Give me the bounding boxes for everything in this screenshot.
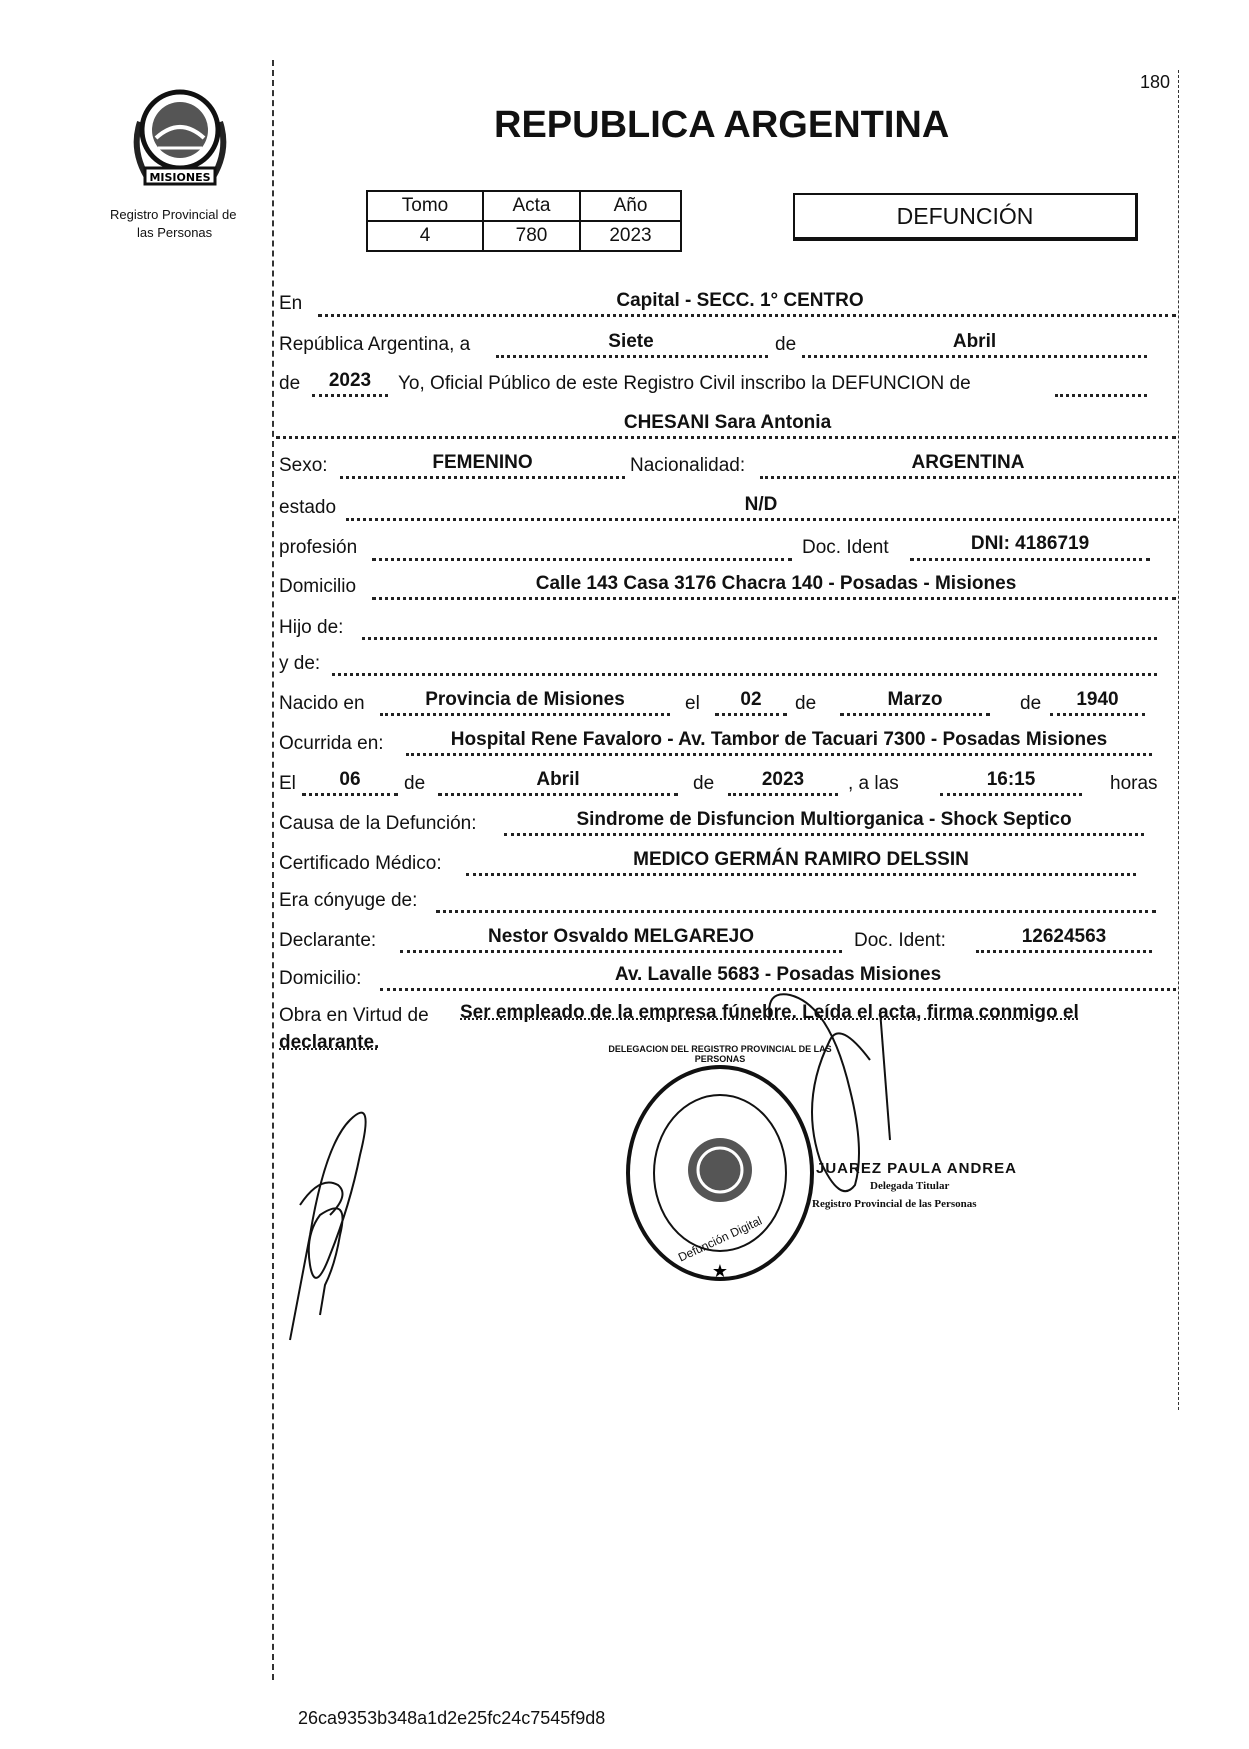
- col-tomo-header: Tomo: [367, 191, 483, 221]
- dots-nac-dia: [715, 713, 787, 716]
- stamp-ring-text: DELEGACION DEL REGISTRO PROVINCIAL DE LAS PERSONAS: [608, 1044, 832, 1064]
- label-estado: estado: [279, 497, 337, 518]
- causa-value: Sindrome de Disfuncion Multiorganica - Shock Septico: [576, 809, 1072, 830]
- label-horas: horas: [1110, 773, 1158, 794]
- label-causa: Causa de la Defunción:: [279, 813, 477, 834]
- dots-profesion: [372, 558, 792, 561]
- label-de-5: de: [404, 773, 426, 794]
- domicilio-value: Calle 143 Casa 3176 Chacra 140 - Posadas - Misiones: [535, 573, 1017, 594]
- def-dia-value: 06: [339, 769, 361, 790]
- label-domicilio-2: Domicilio:: [279, 968, 362, 989]
- anio-acta-value: 2023: [328, 370, 372, 391]
- right-margin-line: [1178, 70, 1179, 1410]
- label-declarante: Declarante:: [279, 930, 377, 951]
- declarante-domicilio-value: Av. Lavalle 5683 - Posadas Misiones: [614, 964, 942, 985]
- nacido-en-value: Provincia de Misiones: [425, 689, 625, 710]
- ocurrida-value: Hospital Rene Favaloro - Av. Tambor de Tacuari 7300 - Posadas Misiones: [450, 729, 1108, 750]
- label-el: el: [685, 693, 700, 714]
- label-yo: Yo, Oficial Público de este Registro Civil inscribo la DEFUNCION de: [398, 373, 971, 394]
- col-anio-header: Año: [580, 191, 681, 221]
- document-hash: 26ca9353b348a1d2e25fc24c7545f9d8: [298, 1708, 606, 1728]
- label-hijo-de: Hijo de:: [279, 617, 344, 638]
- estado-value: N/D: [744, 494, 778, 515]
- dots-def-dia: [302, 793, 398, 796]
- label-nacido-en: Nacido en: [279, 693, 365, 714]
- label-de-4: de: [1020, 693, 1042, 714]
- declarant-signature: [280, 1085, 390, 1345]
- registry-name-line1: Registro Provincial de: [110, 207, 237, 222]
- dots-nombre: [276, 436, 1176, 439]
- dots-certificado: [466, 873, 1136, 876]
- label-certificado: Certificado Médico:: [279, 853, 442, 874]
- label-de-3: de: [795, 693, 817, 714]
- def-anio-value: 2023: [761, 769, 805, 790]
- label-en: En: [279, 293, 303, 314]
- label-de-6: de: [693, 773, 715, 794]
- dots-mes: [802, 355, 1147, 358]
- dots-nac-anio: [1050, 713, 1145, 716]
- dia-texto-value: Siete: [608, 331, 654, 352]
- label-nacionalidad: Nacionalidad:: [630, 455, 746, 476]
- label-de-2: de: [279, 373, 301, 394]
- label-republica: República Argentina, a: [279, 334, 471, 355]
- label-a-las: , a las: [848, 773, 899, 794]
- officer-role: Delegada Titular: [870, 1180, 950, 1192]
- obra-value: Ser empleado de la empresa fúnebre. Leída el acta, firma conmigo el: [460, 1002, 1079, 1023]
- dots-yo: [1055, 394, 1147, 397]
- anio-value: 2023: [580, 221, 681, 251]
- dots-nacionalidad: [760, 476, 1176, 479]
- tomo-value: 4: [367, 221, 483, 251]
- stamp-inner-text: Defunción Digital: [675, 1213, 765, 1265]
- dots-anio: [312, 394, 388, 397]
- dots-conyuge: [436, 910, 1156, 913]
- page-title: REPUBLICA ARGENTINA: [494, 104, 950, 146]
- binding-margin-line: [272, 60, 274, 1680]
- label-profesion: profesión: [279, 537, 358, 558]
- misiones-logo: [120, 72, 240, 192]
- svg-text:MISIONES: MISIONES: [149, 171, 211, 184]
- col-acta-header: Acta: [483, 191, 580, 221]
- dots-hora: [940, 793, 1082, 796]
- label-sexo: Sexo:: [279, 455, 328, 476]
- label-de-1: de: [775, 334, 797, 355]
- mes-acta-value: Abril: [952, 331, 997, 352]
- declarante-value: Nestor Osvaldo MELGAREJO: [487, 926, 755, 947]
- doc-value: DNI: 4186719: [970, 533, 1090, 554]
- dots-domicilio: [372, 597, 1176, 600]
- dots-declarante-doc: [976, 950, 1152, 953]
- lugar-value: Capital - SECC. 1° CENTRO: [616, 290, 864, 311]
- dots-sexo: [340, 476, 625, 479]
- hora-value: 16:15: [986, 769, 1036, 790]
- dots-dia: [496, 355, 768, 358]
- nac-dia-value: 02: [740, 689, 762, 710]
- sexo-value: FEMENINO: [432, 452, 533, 473]
- nacionalidad-value: ARGENTINA: [911, 452, 1025, 473]
- dots-en: [318, 314, 1176, 317]
- dots-ocurrida: [406, 753, 1152, 756]
- label-ocurrida-en: Ocurrida en:: [279, 733, 384, 754]
- dots-doc: [910, 558, 1150, 561]
- page-number: 180: [1140, 72, 1171, 92]
- declarante-doc-value: 12624563: [1021, 926, 1107, 947]
- label-doc-ident: Doc. Ident: [802, 537, 889, 558]
- dots-y-de: [332, 673, 1157, 676]
- certificado-value: MEDICO GERMÁN RAMIRO DELSSIN: [633, 849, 969, 870]
- registry-name-line2: las Personas: [137, 225, 213, 240]
- doc-type-label: DEFUNCIÓN: [896, 203, 1034, 229]
- dots-declarante: [400, 950, 842, 953]
- officer-org: Registro Provincial de las Personas: [812, 1198, 977, 1210]
- label-el-cap: El: [279, 773, 296, 794]
- def-mes-value: Abril: [536, 769, 580, 790]
- dots-def-mes: [438, 793, 678, 796]
- label-doc-ident-2: Doc. Ident:: [854, 930, 946, 951]
- dots-causa: [504, 833, 1144, 836]
- label-y-de: y de:: [279, 653, 321, 674]
- nombre-value: CHESANI Sara Antonia: [623, 412, 832, 433]
- officer-name: JUAREZ PAULA ANDREA: [816, 1160, 1017, 1177]
- doc-type-box: [793, 193, 1138, 241]
- label-domicilio: Domicilio: [279, 576, 357, 597]
- nac-anio-value: 1940: [1076, 689, 1119, 710]
- obra-value-line2: declarante.: [279, 1032, 380, 1053]
- svg-text:★: ★: [711, 1261, 729, 1282]
- acta-value: 780: [483, 221, 580, 251]
- label-conyuge: Era cónyuge de:: [279, 890, 418, 911]
- dots-hijo-de: [362, 637, 1157, 640]
- dots-nacido-en: [380, 713, 670, 716]
- registry-table: [366, 190, 682, 252]
- dots-estado: [346, 518, 1176, 521]
- label-obra: Obra en Virtud de: [279, 1005, 429, 1026]
- dots-nac-mes: [840, 713, 990, 716]
- nac-mes-value: Marzo: [887, 689, 943, 710]
- dots-def-anio: [728, 793, 838, 796]
